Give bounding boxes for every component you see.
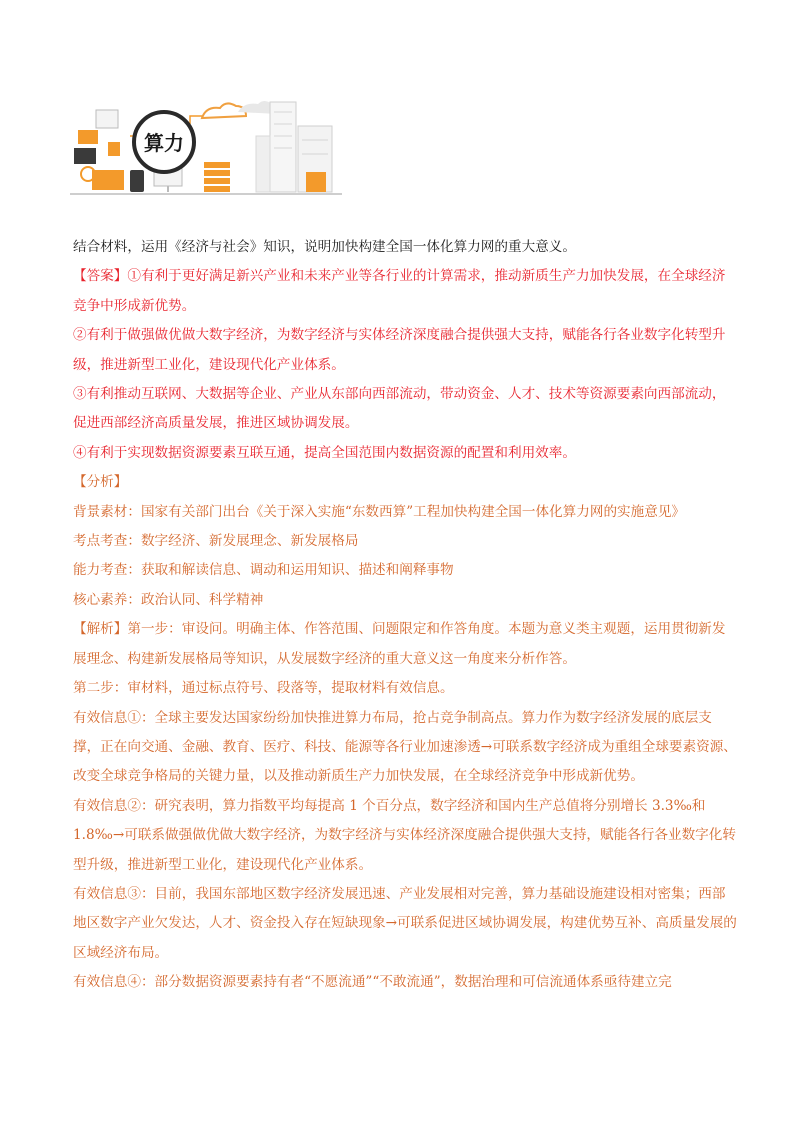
analysis-suyang: 核心素养：政治认同、科学精神: [73, 591, 264, 608]
answer-point-4: ④有利于实现数据资源要素互联互通，提高全国范围内数据资源的配置和利用效率。: [73, 444, 576, 461]
analysis-kaodian: 考点考查：数字经济、新发展理念、新发展格局: [73, 533, 359, 550]
answer-tag: 【答案】: [73, 268, 128, 285]
explanation-info2: 有效信息②：研究表明，算力指数平均每提高 1 个百分点，数字经济和国内生产总值将分别增长 3.3‰和 1.8‰→可联系做强做优做大数字经济，为数字经济与实体经济深度融合提供强大支持，赋能各行各业数字化转型升级，推进新型工业化，建设现代化产业体系。: [73, 797, 736, 873]
explanation-tag: 【解析】: [73, 621, 128, 638]
answer-point-2: ②有利于做强做优做大数字经济，为数字经济与实体经济深度融合提供强大支持，赋能各行各业数字化转型升级，推进新型工业化，建设现代化产业体系。: [73, 327, 726, 373]
badge-title: 算力: [144, 131, 184, 155]
explanation-step2: 第二步：审材料，通过标点符号、段落等，提取材料有效信息。: [73, 680, 454, 697]
explanation-step1: 【解析】第一步：审设问。明确主体、作答范围、问题限定和作答角度。本题为意义类主观题，运用贯彻新发展理念、构建新发展格局等知识，从发展数字经济的重大意义这一角度来分析作答。: [73, 621, 726, 667]
analysis-background: 【分析】背景素材：国家有关部门出台《关于深入实施“东数西算”工程加快构建全国一体化算力网的实施意见》: [73, 474, 686, 520]
explanation-info4: 有效信息④：部分数据资源要素持有者“不愿流通”“不敢流通”，数据治理和可信流通体系亟待建立完: [73, 974, 672, 991]
answer-point-3: ③有利推动互联网、大数据等企业、产业从东部向西部流动，带动资金、人才、技术等资源要素向西部流动，促进西部经济高质量发展，推进区域协调发展。: [73, 386, 726, 432]
explanation-info3: 有效信息③：目前，我国东部地区数字经济发展迅速、产业发展相对完善，算力基础设施建设相对密集；西部地区数字产业欠发达，人才、资金投入存在短缺现象→可联系促进区域协调发展，构建优势互补、高质量发展的区域经济布局。: [73, 885, 737, 961]
answer-point-1: 【答案】①有利于更好满足新兴产业和未来产业等各行业的计算需求，推动新质生产力加快发展，在全球经济竞争中形成新优势。: [73, 268, 726, 314]
analysis-tag: 【分析】: [73, 474, 128, 491]
analysis-nengli: 能力考查：获取和解读信息、调动和运用知识、描述和阐释事物: [73, 562, 454, 579]
document-body: [73, 233, 737, 998]
explanation-info1: 有效信息①：全球主要发达国家纷纷加快推进算力布局，抢占竞争制高点。算力作为数字经济发展的底层支撑，正在向交通、金融、教育、医疗、科技、能源等各行业加速渗透→可联系数字经济成为重组全球要素资源、改变全球竞争格局的关键力量，以及推动新质生产力加快发展，在全球经济竞争中形成新优势。: [73, 709, 737, 785]
computing-power-illustration: [70, 96, 342, 200]
question-text: 结合材料，运用《经济与社会》知识，说明加快构建全国一体化算力网的重大意义。: [73, 239, 576, 255]
